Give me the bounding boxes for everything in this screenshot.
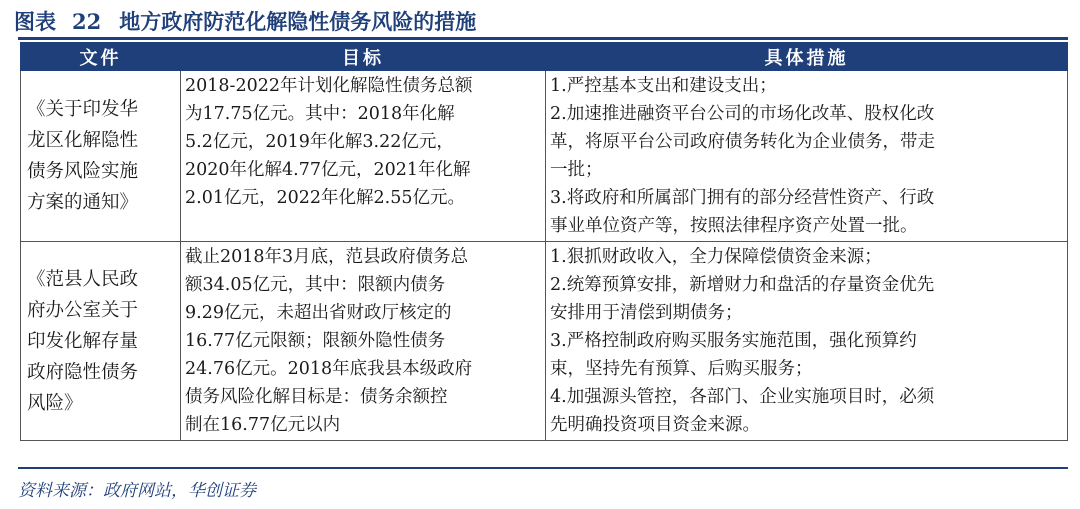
figure-title <box>14 6 476 36</box>
measure-line: 2.统筹预算安排，新增财力和盘活的存量资金优先 <box>550 275 935 295</box>
figure-title-text: 地方政府防范化解隐性债务风险的措施 <box>119 9 477 34</box>
measures-table <box>20 42 1068 441</box>
measure-line: 1.严控基本支出和建设支出； <box>550 76 777 96</box>
target-line: 截止2018年3月底，范县政府债务总 <box>185 247 469 267</box>
measure-line: 先明确投资项目资金来源。 <box>550 415 760 435</box>
bottom-rule <box>18 467 1068 469</box>
target-line: 2.01亿元，2022年化解2.55亿元。 <box>185 188 465 208</box>
measures-cell <box>546 71 1068 242</box>
header-measures: 具体措施 <box>546 43 1068 71</box>
table-row <box>21 242 1068 441</box>
figure-label: 图表 <box>14 9 56 34</box>
doc-line: 印发化解存量 <box>27 330 139 352</box>
target-line: 为17.75亿元。其中：2018年化解 <box>185 104 455 124</box>
measure-line: 一批； <box>550 160 603 180</box>
doc-line: 债务风险实施 <box>27 161 139 182</box>
target-line: 额34.05亿元，其中：限额内债务 <box>185 275 446 295</box>
target-cell <box>181 71 546 242</box>
doc-line: 方案的通知》 <box>27 192 139 213</box>
target-line: 制在16.77亿元以内 <box>185 415 341 435</box>
doc-line: 《关于印发华 <box>27 99 139 120</box>
target-line: 5.2亿元，2019年化解3.22亿元， <box>185 132 454 152</box>
source-note: 资料来源：政府网站，华创证券 <box>18 481 256 501</box>
measure-line: 3.严格控制政府购买服务实施范围，强化预算约 <box>550 331 917 351</box>
measures-cell <box>546 242 1068 441</box>
measure-line: 事业单位资产等，按照法律程序资产处置一批。 <box>550 216 918 236</box>
doc-line: 府办公室关于 <box>27 299 139 321</box>
doc-cell <box>21 71 181 242</box>
measure-line: 安排用于清偿到期债务； <box>550 303 743 323</box>
table-row <box>21 71 1068 242</box>
header-document: 文件 <box>21 43 181 71</box>
target-line: 16.77亿元限额；限额外隐性债务 <box>185 331 446 351</box>
doc-line: 龙区化解隐性 <box>27 130 139 151</box>
doc-line: 风险》 <box>27 392 83 414</box>
target-line: 24.76亿元。2018年底我县本级政府 <box>185 359 473 379</box>
doc-cell <box>21 242 181 441</box>
measure-line: 革，将原平台公司政府债务转化为企业债务，带走 <box>550 132 935 152</box>
measure-line: 2.加速推进融资平台公司的市场化改革、股权化改 <box>550 104 935 124</box>
measure-line: 束，坚持先有预算、后购买服务； <box>550 359 813 379</box>
target-line: 2020年化解4.77亿元，2021年化解 <box>185 160 471 180</box>
figure-number: 22 <box>72 9 102 34</box>
measure-line: 4.加强源头管控，各部门、企业实施项目时，必须 <box>550 387 935 407</box>
target-line: 2018-2022年计划化解隐性债务总额 <box>185 76 473 96</box>
header-target: 目标 <box>181 43 546 71</box>
measure-line: 1.狠抓财政收入，全力保障偿债资金来源； <box>550 247 882 267</box>
doc-line: 《范县人民政 <box>27 268 139 290</box>
table-header-row <box>21 43 1068 71</box>
top-rule <box>18 37 1068 40</box>
measure-line: 3.将政府和所属部门拥有的部分经营性资产、行政 <box>550 188 935 208</box>
doc-line: 政府隐性债务 <box>27 361 139 383</box>
target-cell <box>181 242 546 441</box>
target-line: 债务风险化解目标是：债务余额控 <box>185 387 448 407</box>
target-line: 9.29亿元，未超出省财政厅核定的 <box>185 303 452 323</box>
